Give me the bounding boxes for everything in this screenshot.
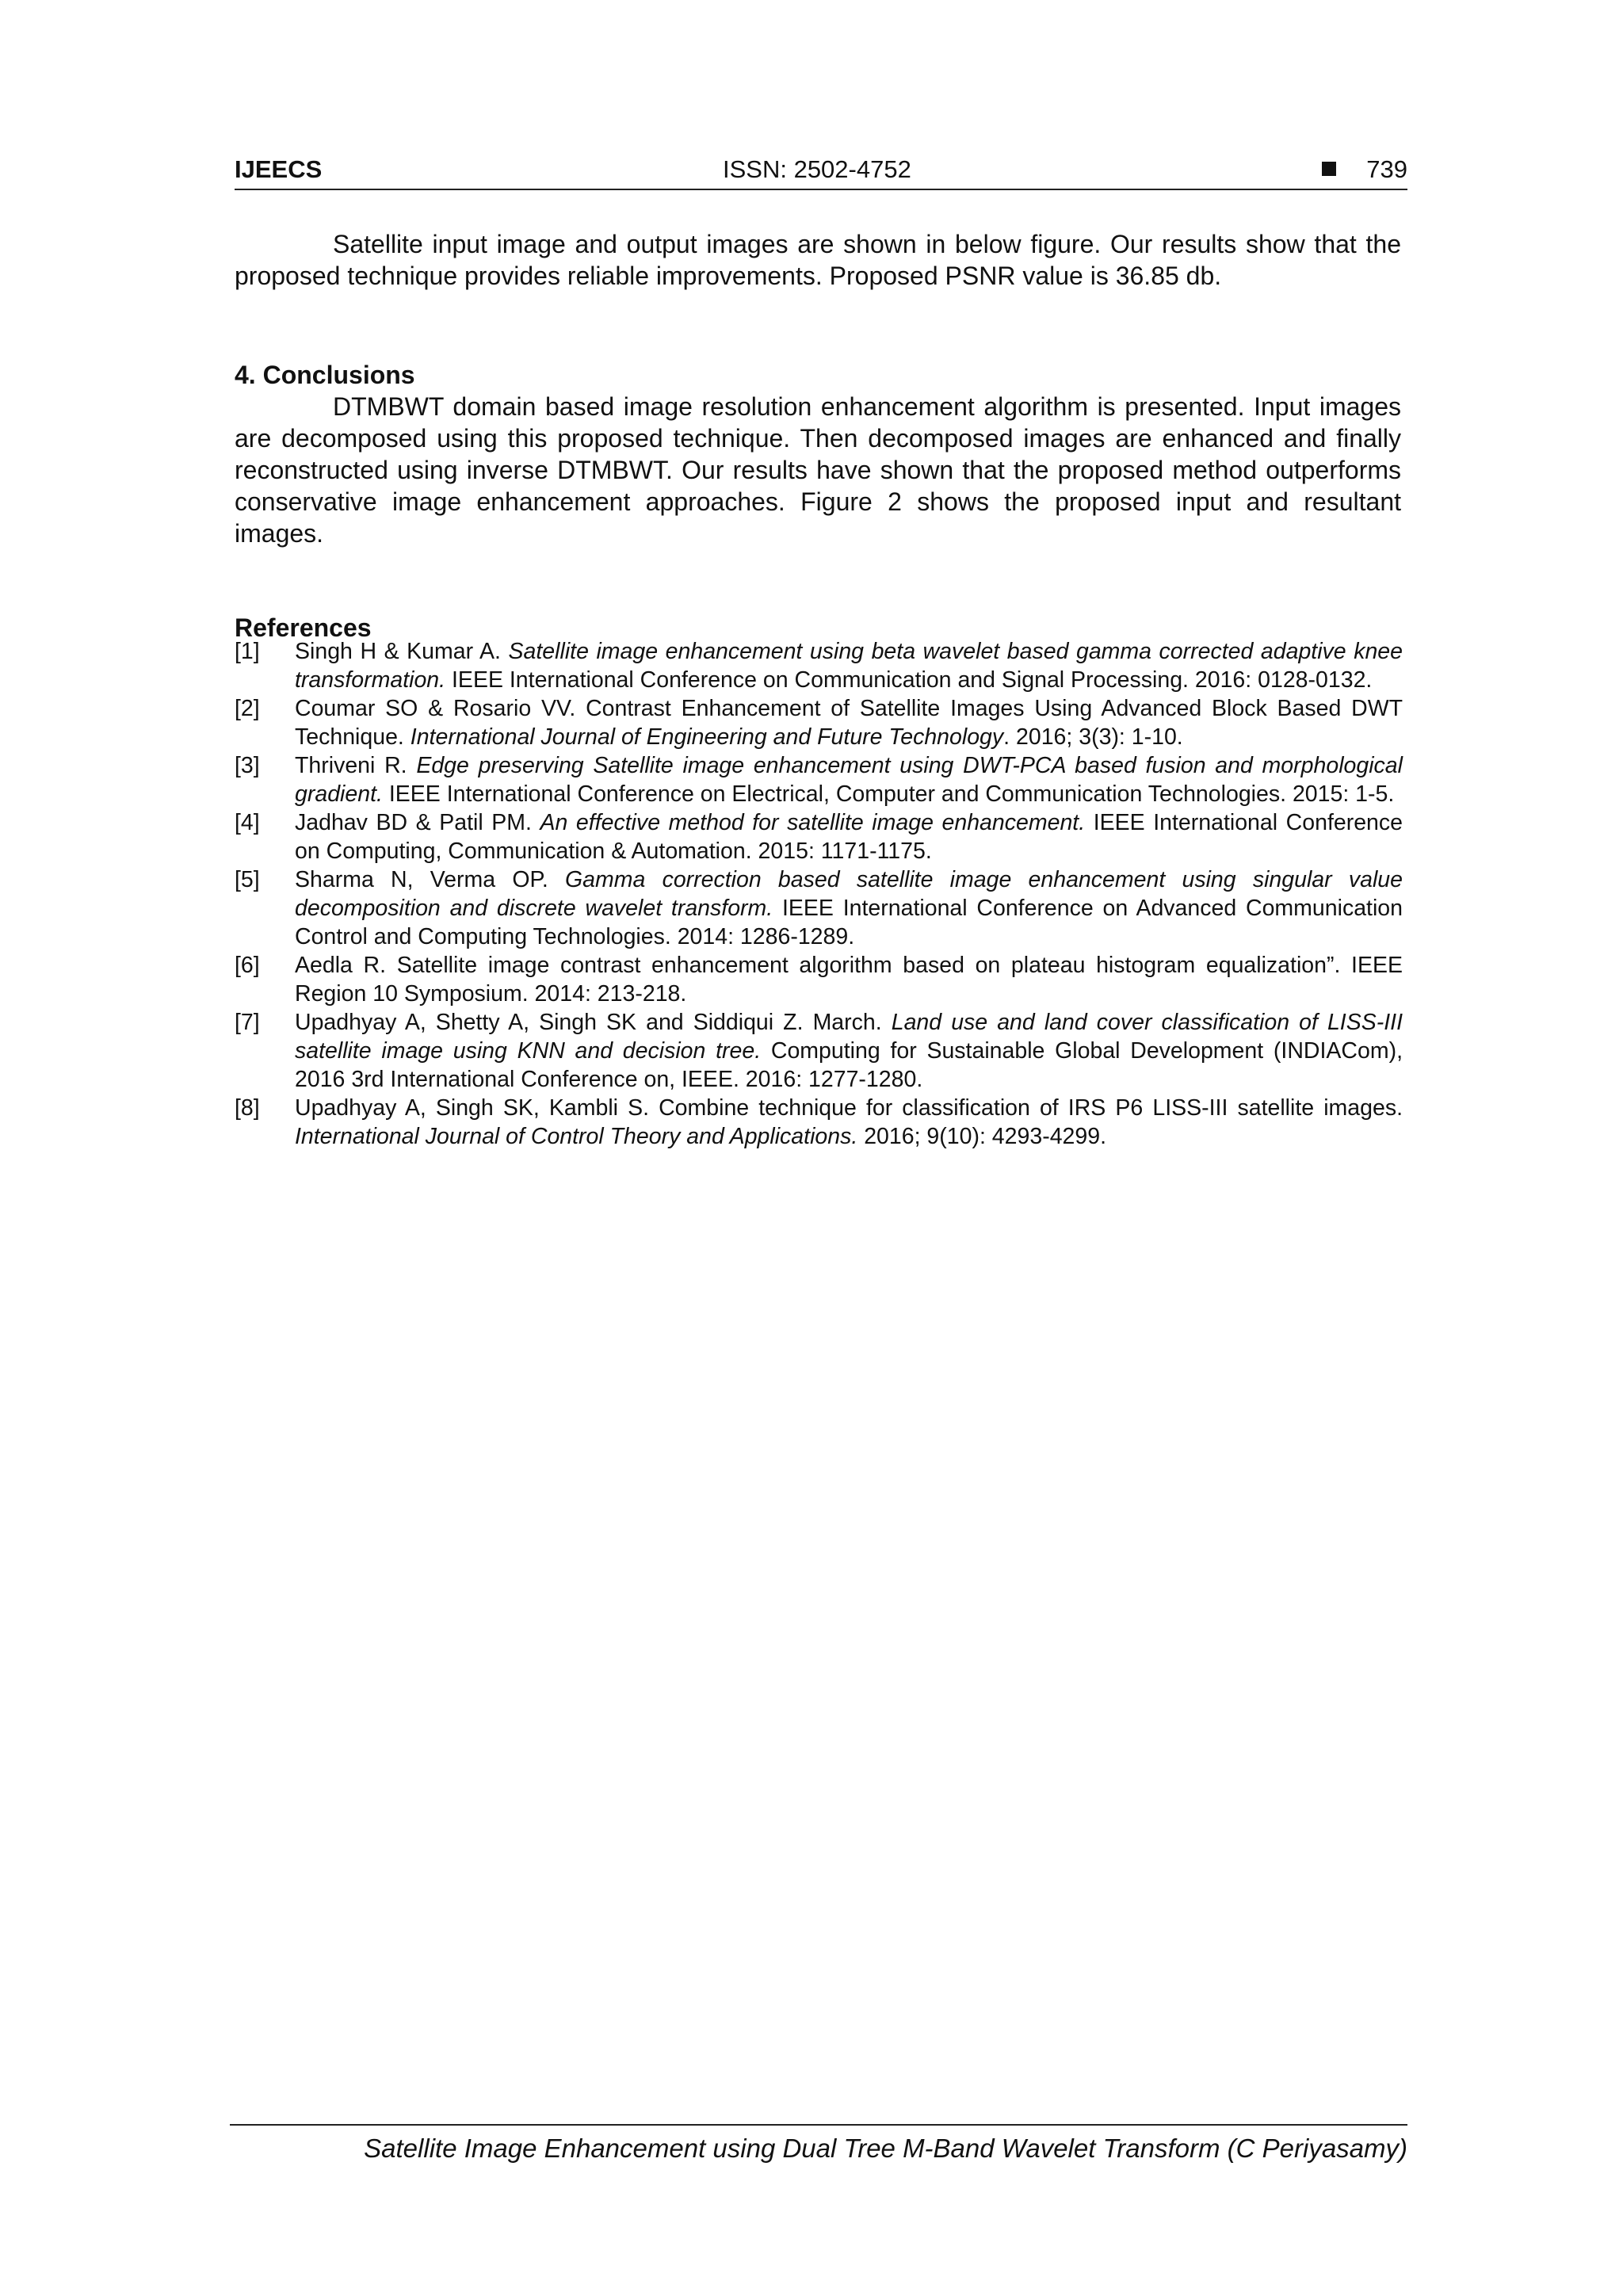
reference-authors: Coumar SO & Rosario VV. Contrast Enhancement of Satellite Images Using Advanced Block Based DWT Technique. xyxy=(295,696,1403,750)
reference-details: IEEE International Conference on Electrical, Computer and Communication Technologies. 2015: 1-5. xyxy=(382,781,1395,807)
reference-title: Gamma correction based satellite image enhancement using singular value decomposition and discrete wavelet transform. xyxy=(295,867,1403,921)
page-number-group xyxy=(1322,155,1407,184)
reference-item xyxy=(235,751,1403,808)
reference-details: . 2016; 3(3): 1-10. xyxy=(1003,724,1183,750)
reference-number: [3] xyxy=(235,753,260,778)
reference-number: [1] xyxy=(235,639,260,664)
reference-title: International Journal of Control Theory and Applications. xyxy=(295,1124,858,1149)
reference-number: [8] xyxy=(235,1095,260,1121)
conclusions-paragraph: DTMBWT domain based image resolution enhancement algorithm is presented. Input images are decomposed using this proposed technique. Then decomposed images are enhanced and finally reconstructed using inverse DTMBWT. Our results have shown that the proposed method outperforms conservative image enhancement approaches. Figure 2 shows the proposed input and resultant images. xyxy=(235,392,1401,548)
reference-number: [4] xyxy=(235,810,260,835)
reference-authors: Jadhav BD & Patil PM. xyxy=(295,810,540,835)
journal-name: IJEECS xyxy=(235,155,323,183)
reference-authors: Sharma N, Verma OP. xyxy=(295,867,565,892)
reference-details: 2016; 9(10): 4293-4299. xyxy=(857,1124,1107,1149)
reference-number: [5] xyxy=(235,867,260,892)
results-paragraph: Satellite input image and output images are shown in below figure. Our results show that the proposed technique provides reliable improvements. Proposed PSNR value is 36.85 db. xyxy=(235,230,1401,290)
issn: ISSN: 2502-4752 xyxy=(723,155,911,183)
footer-title: Satellite Image Enhancement using Dual Tree M-Band Wavelet Transform (C Periyasamy) xyxy=(364,2134,1407,2163)
reference-details: IEEE International Conference on Computing, Communication & Automation. 2015: 1171-1175. xyxy=(295,810,1403,864)
reference-item xyxy=(235,951,1403,1008)
reference-title: International Journal of Engineering and Future Technology xyxy=(410,724,1004,750)
square-bullet-icon xyxy=(1322,162,1336,176)
conclusions-heading: 4. Conclusions xyxy=(235,361,415,389)
references-heading: References xyxy=(235,613,372,642)
reference-title: Satellite image enhancement using beta wavelet based gamma corrected adaptive knee transformation. xyxy=(295,639,1403,693)
reference-item xyxy=(235,808,1403,865)
page-footer xyxy=(230,2124,1407,2164)
reference-item xyxy=(235,694,1403,751)
reference-details: IEEE International Conference on Advanced Communication Control and Computing Technologies. 2014: 1286-1289. xyxy=(295,896,1403,949)
reference-item xyxy=(235,865,1403,951)
reference-number: [6] xyxy=(235,953,260,978)
reference-number: [7] xyxy=(235,1010,260,1035)
reference-title: Land use and land cover classification of LISS-III satellite image using KNN and decision tree. xyxy=(295,1010,1403,1064)
reference-details: Computing for Sustainable Global Development (INDIACom), 2016 3rd International Conference on, IEEE. 2016: 1277-1280. xyxy=(295,1038,1403,1092)
reference-title: Edge preserving Satellite image enhancement using DWT-PCA based fusion and morphological gradient. xyxy=(295,753,1403,807)
reference-item xyxy=(235,1094,1403,1151)
reference-authors: Thriveni R. xyxy=(295,753,417,778)
page-header xyxy=(235,155,1407,190)
references-list xyxy=(235,637,1403,1151)
reference-number: [2] xyxy=(235,696,260,721)
reference-details: IEEE International Conference on Communication and Signal Processing. 2016: 0128-0132. xyxy=(445,667,1373,693)
reference-item xyxy=(235,1008,1403,1094)
reference-authors: Aedla R. Satellite image contrast enhancement algorithm based on plateau histogram equalization”. IEEE Region 10 Symposium. 2014: 213-218. xyxy=(295,953,1403,1007)
reference-item xyxy=(235,637,1403,694)
reference-title: An effective method for satellite image enhancement. xyxy=(540,810,1086,835)
reference-authors: Upadhyay A, Singh SK, Kambli S. Combine technique for classification of IRS P6 LISS-III satellite images. xyxy=(295,1095,1403,1121)
page-number: 739 xyxy=(1366,155,1407,183)
reference-authors: Singh H & Kumar A. xyxy=(295,639,509,664)
reference-authors: Upadhyay A, Shetty A, Singh SK and Siddiqui Z. March. xyxy=(295,1010,892,1035)
